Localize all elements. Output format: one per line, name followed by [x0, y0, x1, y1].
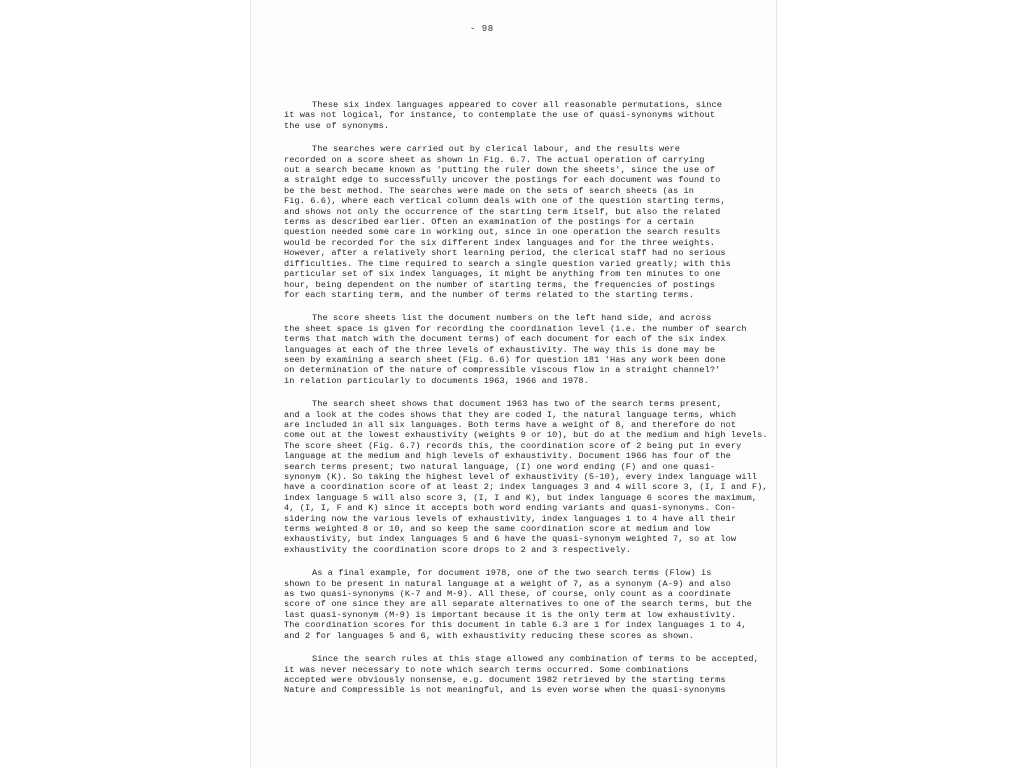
text-line: question needed some care in working out, since in one operation the search results	[284, 227, 721, 238]
text-line: accepted were obviously nonsense, e.g. document 1982 retrieved by the starting terms	[284, 674, 726, 685]
text-line: and shows not only the occurrence of the starting term itself, but also the related	[284, 206, 721, 217]
text-line: The score sheets list the document numbers on the left hand side, and across	[312, 313, 712, 324]
text-line: for each starting term, and the number of terms related to the starting terms.	[284, 289, 695, 300]
text-line: out a search became known as 'putting the ruler down the sheets', since the use of	[284, 165, 716, 176]
text-line: languages at each of the three levels of exhaustivity. The way this is done may be	[284, 344, 716, 355]
text-line: These six index languages appeared to cover all reasonable permutations, since	[312, 100, 723, 110]
paragraph	[284, 654, 759, 696]
document-body	[284, 100, 768, 709]
text-line: The coordination scores for this document in table 6.3 are 1 for index languages 1 to 4,	[284, 620, 747, 631]
paragraph	[284, 144, 744, 300]
text-line: a straight edge to successfully uncover the postings for each document was found to	[284, 175, 721, 186]
text-line: shown to be present in natural language at a weight of 7, as a synonym (A-9) and also	[284, 578, 731, 589]
text-line: would be recorded for the six different index languages and for the three weights.	[284, 237, 716, 248]
text-line: Nature and Compressible is not meaningful, and is even worse when the quasi-synonyms	[284, 685, 726, 696]
text-line: as two quasi-synonyms (K-7 and M-9). All these, of course, only count as a coordinate	[284, 589, 731, 600]
paragraph	[284, 313, 747, 386]
text-line: last quasi-synonym (M-9) is important because it is the only term at low exhaustivity.	[284, 609, 737, 620]
text-line: score of one since they are all separate alternatives to one of the search terms, but the	[284, 599, 752, 610]
text-line: Fig. 6.6), where each vertical column deals with one of the question starting terms,	[284, 196, 726, 207]
text-line: and a look at the codes shows that they are coded I, the natural language terms, which	[284, 409, 737, 420]
text-line: in relation particularly to documents 1963, 1966 and 1978.	[284, 375, 589, 386]
text-line: synonym (K). So taking the highest level of exhaustivity (5-10), every index language will	[284, 472, 758, 482]
text-line: terms that match with the document terms) of each document for each of the six index	[284, 334, 726, 345]
text-line: come out at the lowest exhaustivity (weights 9 or 10), but do at the medium and high levels.	[284, 430, 768, 441]
text-line: the sheet space is given for recording the coordination level (i.e. the number of search	[284, 323, 747, 334]
text-line: language at the medium and high levels of exhaustivity. Document 1966 has four of the	[284, 451, 731, 462]
text-line: it was never necessary to note which search terms occurred. Some combinations	[284, 664, 689, 675]
text-line: The searches were carried out by clerical labour, and the results were	[312, 144, 680, 155]
text-line: exhaustivity the coordination score drops to 2 and 3 respectively.	[284, 544, 631, 555]
paragraph	[284, 100, 744, 131]
text-line: hour, being dependent on the number of starting terms, the frequencies of postings	[284, 279, 716, 290]
text-line: difficulties. The time required to search a single question varied greatly; with this	[284, 258, 731, 269]
paragraph	[284, 399, 768, 555]
text-line: have a coordination score of at least 2; index languages 3 and 4 will score 3, (I, I and F),	[284, 482, 768, 493]
text-line: terms as described earlier. Often an examination of the postings for a certain	[284, 217, 695, 228]
text-line: However, after a relatively short learning period, the clerical staff had no serious	[284, 248, 726, 259]
text-line: terms weighted 8 or 10, and so keep the same coordination score at medium and low	[284, 524, 710, 535]
text-line: the use of synonyms.	[284, 120, 390, 131]
page-number: - 98	[470, 24, 494, 34]
paragraph	[284, 568, 752, 641]
text-line: and 2 for languages 5 and 6, with exhaustivity reducing these scores as shown.	[284, 630, 695, 641]
text-line: exhaustivity, but index languages 5 and 6 have the quasi-synonym weighted 7, so at low	[284, 534, 737, 545]
text-line: 4, (I, I, F and K) since it accepts both word ending variants and quasi-synonyms. Con-	[284, 503, 737, 514]
text-line: The search sheet shows that document 1963 has two of the search terms present,	[312, 399, 723, 410]
text-line: seen by examining a search sheet (Fig. 6.6) for question 181 'Has any work been done	[284, 354, 726, 365]
text-line: particular set of six index languages, it might be anything from ten minutes to one	[284, 269, 721, 280]
text-line: on determination of the nature of compressible viscous flow in a straight channel?'	[284, 365, 721, 376]
text-line: it was not logical, for instance, to contemplate the use of quasi-synonyms without	[284, 110, 716, 121]
text-line: are included in all six languages. Both terms have a weight of 8, and therefore do not	[284, 419, 737, 430]
text-line: sidering now the various levels of exhaustivity, index languages 1 to 4 have all their	[284, 513, 737, 524]
text-line: search terms present; two natural language, (I) one word ending (F) and one quasi-	[284, 461, 716, 472]
text-line: As a final example, for document 1978, one of the two search terms (Flow) is	[312, 568, 712, 579]
text-line: be the best method. The searches were made on the sets of search sheets (as in	[284, 185, 695, 196]
text-line: index language 5 will also score 3, (I, I and K), but index language 6 scores the maximum,	[284, 492, 758, 503]
text-line: Since the search rules at this stage allowed any combination of terms to be accepted,	[312, 654, 759, 665]
text-line: recorded on a score sheet as shown in Fig. 6.7. The actual operation of carrying	[284, 154, 705, 165]
text-line: The score sheet (Fig. 6.7) records this, the coordination score of 2 being put in every	[284, 440, 742, 451]
